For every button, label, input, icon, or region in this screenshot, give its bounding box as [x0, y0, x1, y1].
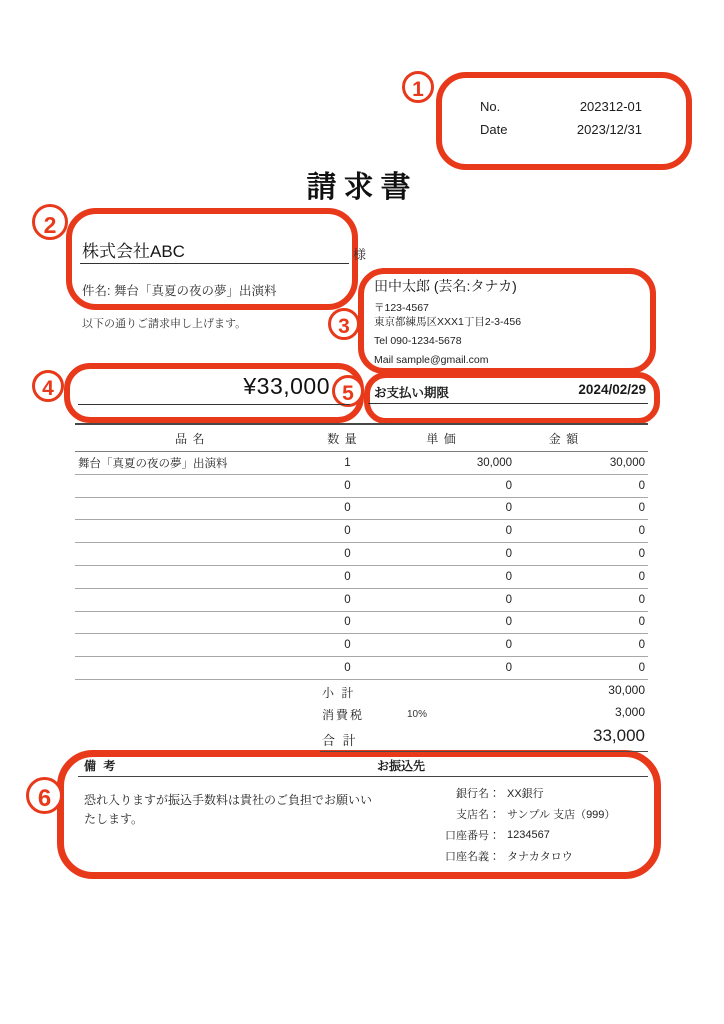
cell-quantity: 0 — [344, 502, 351, 515]
total-label: 合 計 — [322, 732, 358, 748]
header-amount: 金 額 — [548, 431, 580, 446]
invoice-date-label: Date — [480, 122, 508, 137]
sender-name: 田中太郎 (芸名:タナカ) — [374, 278, 517, 294]
transfer-label: お振込先 — [377, 759, 426, 773]
sender-block — [374, 276, 521, 367]
account-holder-row — [420, 845, 648, 866]
cell-amount: 0 — [638, 593, 645, 606]
total-value: 33,000 — [593, 725, 645, 745]
due-date-value: 2024/02/29 — [578, 382, 646, 397]
notes-line-2: たします。 — [84, 812, 144, 826]
bank-name-label: 銀行名： — [456, 787, 500, 800]
due-date-label: お支払い期限 — [374, 386, 450, 400]
annotation-badge-6: 6 — [26, 777, 63, 814]
cell-unit-price: 0 — [505, 616, 512, 629]
total-row — [75, 724, 648, 751]
invoice-date-row — [480, 118, 642, 141]
table-row — [75, 612, 648, 635]
table-row — [75, 566, 648, 589]
tax-row — [75, 702, 648, 724]
cell-quantity: 0 — [344, 662, 351, 675]
cell-quantity: 1 — [344, 456, 351, 469]
cell-quantity: 0 — [344, 616, 351, 629]
table-header-row — [75, 425, 648, 452]
cell-unit-price: 0 — [505, 525, 512, 538]
annotation-badge-3: 3 — [328, 308, 360, 340]
due-date-underline — [368, 403, 648, 404]
tax-rate: 10% — [406, 708, 427, 720]
cell-quantity: 0 — [344, 639, 351, 652]
sender-address: 東京都練馬区XXX1丁目2-3-456 — [374, 316, 522, 328]
table-row — [75, 498, 648, 521]
cell-amount: 0 — [638, 616, 645, 629]
annotation-badge-5: 5 — [332, 375, 364, 407]
billto-company-underline — [80, 263, 349, 264]
table-row — [75, 520, 648, 543]
subtotal-row — [75, 680, 648, 702]
line-items-table — [75, 423, 648, 751]
cell-unit-price: 0 — [505, 639, 512, 652]
billed-amount: ¥33,000 — [243, 373, 330, 399]
account-holder-label: 口座名義： — [445, 850, 500, 863]
table-row — [75, 589, 648, 612]
subtotal-label: 小 計 — [322, 685, 356, 700]
cell-quantity: 0 — [344, 570, 351, 583]
annotation-badge-1: 1 — [402, 71, 434, 103]
table-row — [75, 634, 648, 657]
cell-unit-price: 0 — [505, 662, 512, 675]
cell-amount: 0 — [638, 662, 645, 675]
footer-underline — [78, 776, 648, 777]
invoice-greeting: 以下の通りご請求申し上げます。 — [82, 318, 247, 330]
cell-amount: 0 — [638, 570, 645, 583]
cell-unit-price: 0 — [505, 570, 512, 583]
tax-value: 3,000 — [614, 704, 645, 719]
bank-details — [420, 782, 648, 866]
bank-name-row — [420, 782, 648, 803]
subtotal-value: 30,000 — [608, 682, 645, 697]
table-row — [75, 452, 648, 475]
table-row — [75, 475, 648, 498]
header-quantity: 数 量 — [327, 431, 358, 446]
cell-amount: 0 — [638, 502, 645, 515]
header-unit-price: 単 価 — [426, 431, 457, 446]
cell-quantity: 0 — [344, 525, 351, 538]
total-underline — [320, 751, 648, 752]
billto-company-name: 株式会社ABC — [82, 242, 185, 261]
sender-tel: Tel 090-1234-5678 — [374, 335, 462, 347]
invoice-date-value: 2023/12/31 — [576, 122, 642, 137]
bank-name-value: XX銀行 — [507, 787, 544, 800]
cell-quantity: 0 — [344, 593, 351, 606]
cell-amount: 0 — [638, 479, 645, 492]
cell-item-name: 舞台「真夏の夜の夢」出演料 — [78, 457, 228, 470]
header-item-name: 品 名 — [175, 431, 206, 446]
billed-amount-underline — [78, 404, 350, 405]
account-number-row — [420, 824, 648, 845]
cell-unit-price: 0 — [505, 502, 512, 515]
cell-unit-price: 0 — [505, 479, 512, 492]
invoice-no-value: 202312-01 — [579, 99, 642, 114]
invoice-meta — [480, 95, 642, 141]
invoice-no-label: No. — [480, 99, 501, 114]
table-row — [75, 657, 648, 680]
cell-amount: 30,000 — [609, 456, 645, 469]
notes-label: 備 考 — [84, 759, 118, 773]
annotation-badge-2: 2 — [32, 204, 68, 240]
cell-quantity: 0 — [344, 479, 351, 492]
cell-amount: 0 — [638, 548, 645, 561]
tax-label: 消費税 — [322, 707, 365, 722]
notes-line-1: 恐れ入りますが振込手数料は貴社のご負担でお願いい — [84, 793, 373, 807]
table-row — [75, 543, 648, 566]
page-title: 請求書 — [306, 171, 418, 204]
invoice-no-row — [480, 95, 642, 118]
cell-quantity: 0 — [344, 548, 351, 561]
account-number-value: 1234567 — [507, 828, 550, 841]
cell-amount: 0 — [638, 639, 645, 652]
account-number-label: 口座番号： — [445, 829, 500, 842]
cell-amount: 0 — [638, 525, 645, 538]
cell-unit-price: 30,000 — [476, 456, 512, 469]
cell-unit-price: 0 — [505, 593, 512, 606]
branch-name-value: サンプル 支店（999） — [507, 808, 616, 821]
sender-postal: 〒123-4567 — [374, 302, 429, 314]
branch-name-row — [420, 803, 648, 824]
annotation-badge-4: 4 — [32, 370, 64, 402]
billto-honorific: 様 — [353, 247, 367, 262]
sender-mail: Mail sample@gmail.com — [374, 354, 489, 366]
notes-text — [84, 791, 374, 829]
invoice-subject: 件名: 舞台「真夏の夜の夢」出演料 — [82, 284, 277, 298]
branch-name-label: 支店名： — [456, 808, 500, 821]
account-holder-value: タナカタロウ — [507, 850, 573, 863]
cell-unit-price: 0 — [505, 548, 512, 561]
